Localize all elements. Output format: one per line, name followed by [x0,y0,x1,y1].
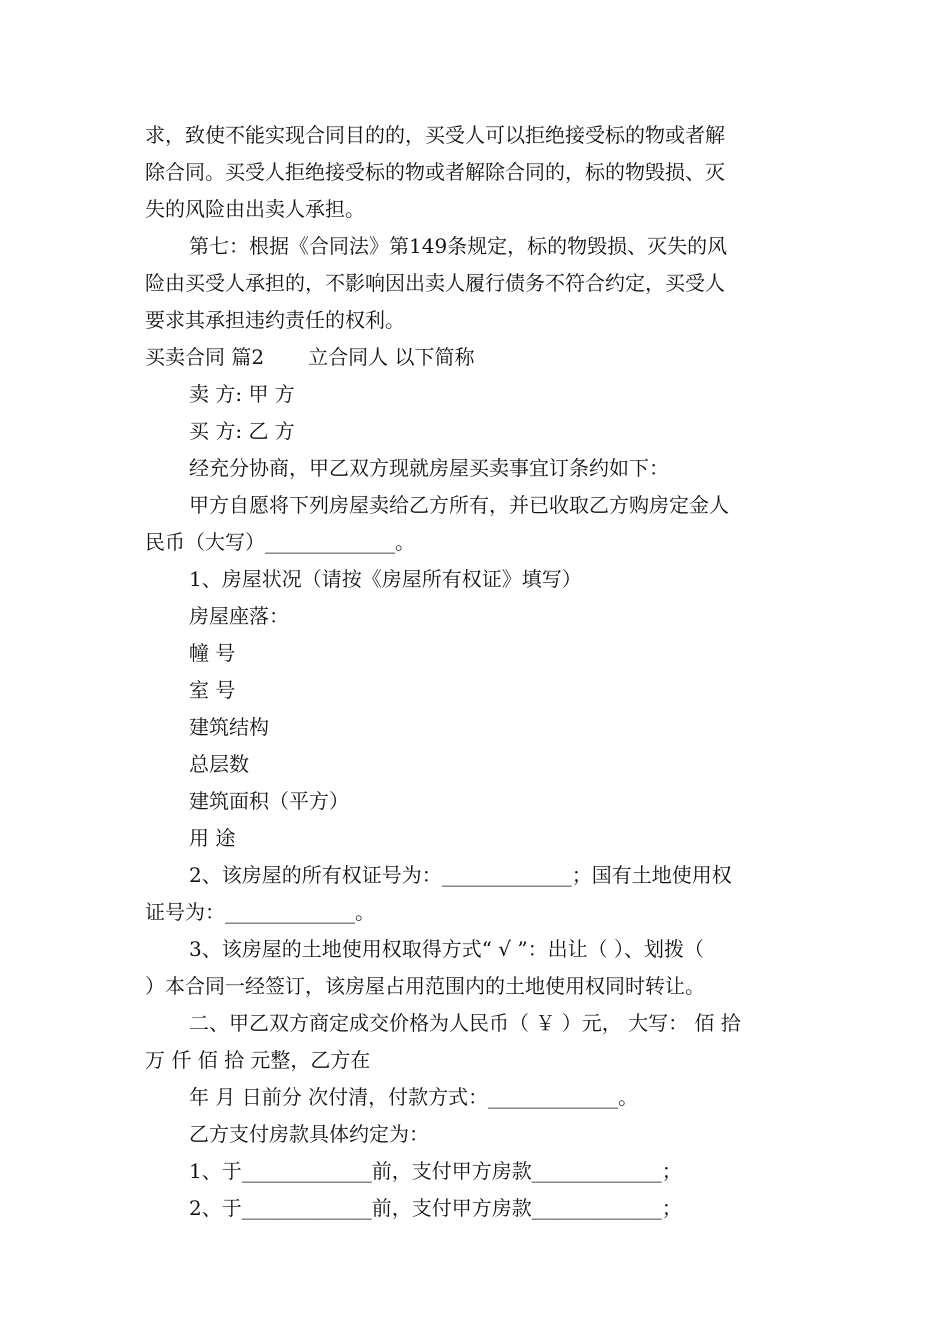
text-line: 求，致使不能实现合同目的的，买受人可以拒绝接受标的物或者解 [145,123,725,147]
text-line: 失的风险由出卖人承担。 [145,197,365,221]
section-heading [145,339,810,376]
text-line: 1、房屋状况（请按《房屋所有权证》填写） [189,567,582,591]
text-line: 建筑面积（平方） [189,789,349,813]
text-line: 除合同。买受人拒绝接受标的物或者解除合同的，标的物毁损、灭 [145,160,725,184]
section-subtitle: 立合同人 以下简称 [308,345,475,369]
text-line: 3、该房屋的土地使用权取得方式“ √ ”：出让（ ）、划拨（ [189,937,704,961]
paragraph-block-article-7 [145,117,810,339]
text-line: 万 仟 佰 拾 元整，乙方在 [145,1048,371,1072]
text-line: 年 月 日前分 次付清，付款方式：_____________。 [189,1085,639,1109]
text-line: 要求其承担违约责任的权利。 [145,308,405,332]
document-page [145,117,810,1227]
text-line: 室 号 [189,678,236,702]
text-line: 用 途 [189,826,236,850]
text-line: 第七：根据《合同法》第149条规定，标的物毁损、灭失的风 [189,234,728,258]
text-line: 总层数 [189,752,249,776]
text-line: 2、该房屋的所有权证号为：_____________；国有土地使用权 [189,863,732,887]
text-line: 乙方支付房款具体约定为： [189,1122,429,1146]
text-line: 二、甲乙双方商定成交价格为人民币（ ￥ ）元， 大写： 佰 拾 [189,1011,741,1035]
text-line: 房屋座落： [189,604,289,628]
text-line: ）本合同一经签订，该房屋占用范围内的土地使用权同时转让。 [145,974,705,998]
text-line: 2、于_____________前，支付甲方房款_____________； [189,1196,682,1220]
text-line: 险由买受人承担的，不影响因出卖人履行债务不符合约定，买受人 [145,271,725,295]
text-line: 幢 号 [189,641,236,665]
section-title: 买卖合同 篇2 [145,345,265,369]
text-line: 证号为：_____________。 [145,900,375,924]
text-line: 建筑结构 [189,715,269,739]
text-line: 经充分协商，甲乙双方现就房屋买卖事宜订条约如下： [189,456,669,480]
paragraph-block-contract-terms [145,376,810,1227]
text-line: 民币（大写）_____________。 [145,530,415,554]
text-line: 1、于_____________前，支付甲方房款_____________； [189,1159,682,1183]
text-line: 卖 方: 甲 方 [189,382,295,406]
text-line: 买 方: 乙 方 [189,419,295,443]
text-line: 甲方自愿将下列房屋卖给乙方所有，并已收取乙方购房定金人 [189,493,729,517]
